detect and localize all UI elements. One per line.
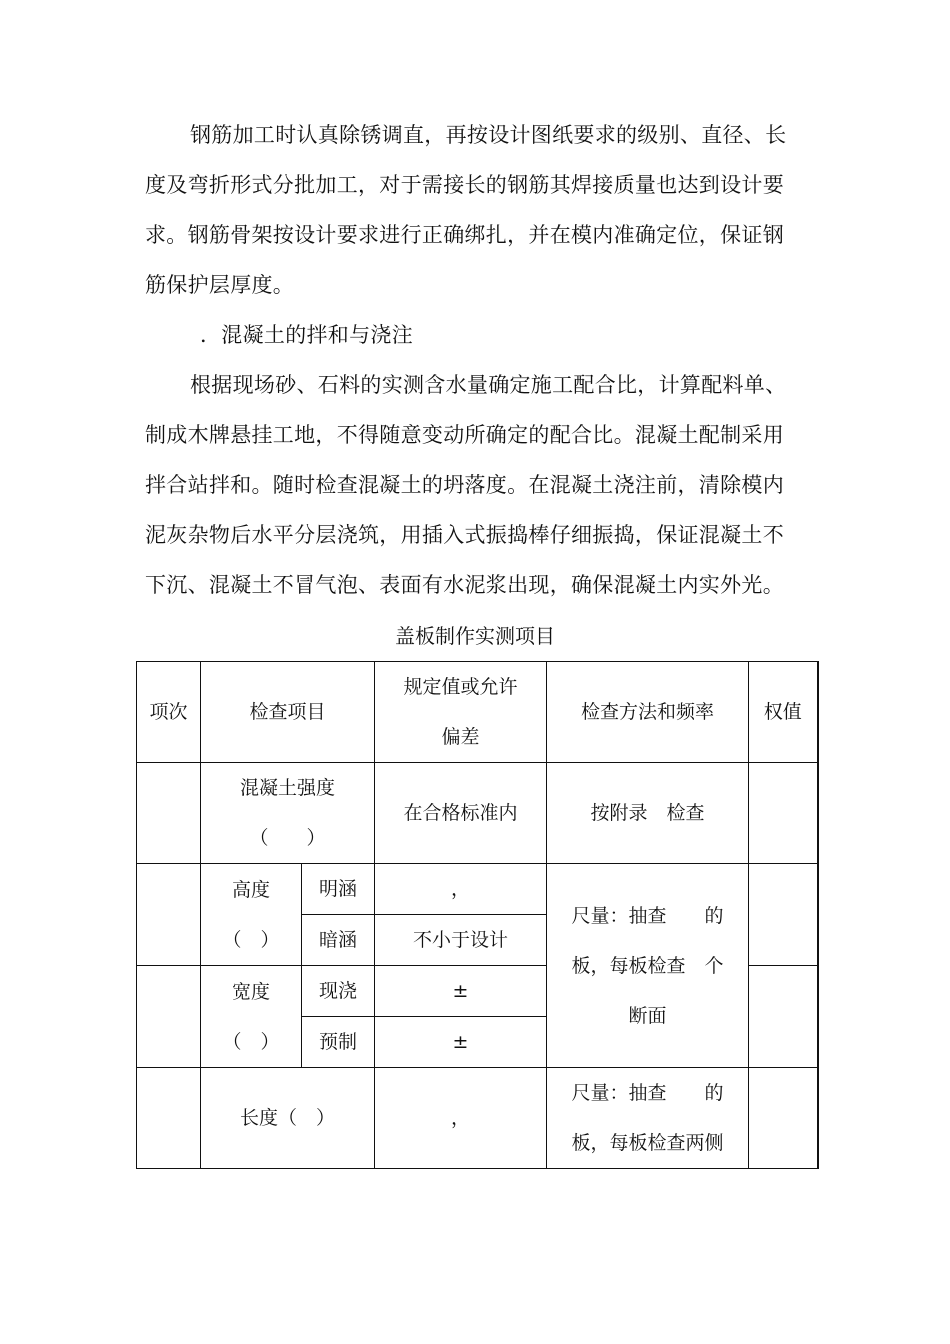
row1-spec: 在合格标准内: [375, 763, 547, 864]
table-row-concrete-strength: [137, 763, 818, 864]
row3-sub2: 预制: [302, 1017, 375, 1068]
row2-item-no: [137, 864, 201, 966]
row2-sub1-spec: ，: [375, 864, 547, 915]
row2-item-line2: （ ）: [222, 928, 280, 951]
row4-spec: ，: [375, 1068, 547, 1169]
row2-sub2-spec: 不小于设计: [375, 915, 547, 966]
row1-item-line2: （ ）: [249, 827, 326, 849]
merged-method-line3: 断面: [628, 1004, 667, 1027]
row3-weight: [749, 966, 818, 1068]
row3-item-line1: 宽度: [231, 980, 270, 1003]
row1-check-item: [201, 763, 375, 864]
section-heading: ．混凝土的拌和与浇注: [200, 323, 413, 347]
row1-weight: [749, 763, 818, 864]
table-caption: 盖板制作实测项目: [395, 624, 555, 648]
table-row-length: [137, 1068, 818, 1169]
paragraph2-line4: 泥灰杂物后水平分层浇筑，用插入式振捣棒仔细振捣，保证混凝土不: [145, 523, 784, 547]
merged-method: [547, 864, 749, 1068]
inspection-table: [136, 661, 819, 1169]
row4-method-line2: 板，每板检查两侧: [571, 1132, 724, 1154]
table-row-height-a: [137, 864, 818, 915]
header-spec-line2: 偏差: [441, 726, 480, 748]
header-weight: 权值: [749, 662, 818, 763]
row4-method-line1: 尺量：抽查 的: [571, 1082, 724, 1104]
paragraph2-line1: 根据现场砂、石料的实测含水量确定施工配合比，计算配料单、: [190, 373, 787, 397]
row4-method: [547, 1068, 749, 1169]
row2-weight: [749, 864, 818, 966]
row3-sub2-spec: ±: [375, 1017, 547, 1068]
row3-sub1-spec: ±: [375, 966, 547, 1017]
header-item-no: 项次: [137, 662, 201, 763]
paragraph1-line3: 求。钢筋骨架按设计要求进行正确绑扎，并在模内准确定位，保证钢: [145, 223, 784, 247]
row1-item-no: [137, 763, 201, 864]
merged-method-line2: 板，每板检查 个: [571, 954, 724, 977]
paragraph1-line1: 钢筋加工时认真除锈调直，再按设计图纸要求的级别、直径、长: [190, 123, 787, 147]
row4-item-no: [137, 1068, 201, 1169]
paragraph2-line2: 制成木牌悬挂工地，不得随意变动所确定的配合比。混凝土配制采用: [145, 423, 784, 447]
row4-weight: [749, 1068, 818, 1169]
paragraph1-line2: 度及弯折形式分批加工，对于需接长的钢筋其焊接质量也达到设计要: [145, 173, 784, 197]
table-header-row: [137, 662, 818, 763]
row2-item-line1: 高度: [231, 878, 270, 901]
row3-item-no: [137, 966, 201, 1068]
row4-check-item: 长度（ ）: [201, 1068, 375, 1169]
row1-item-line1: 混凝土强度: [239, 777, 335, 799]
row3-check-item: [201, 966, 302, 1068]
paragraph2-line3: 拌合站拌和。随时检查混凝土的坍落度。在混凝土浇注前，清除模内: [145, 473, 784, 497]
header-spec-line1: 规定值或允许: [403, 676, 518, 698]
row3-item-line2: （ ）: [222, 1030, 280, 1053]
header-method: 检查方法和频率: [547, 662, 749, 763]
header-spec: [375, 662, 547, 763]
row3-sub1: 现浇: [302, 966, 375, 1017]
row2-check-item: [201, 864, 302, 966]
row2-sub2: 暗涵: [302, 915, 375, 966]
paragraph2-line5: 下沉、混凝土不冒气泡、表面有水泥浆出现，确保混凝土内实外光。: [145, 573, 784, 597]
row1-method: 按附录 检查: [547, 763, 749, 864]
row2-sub1: 明涵: [302, 864, 375, 915]
header-check-item: 检查项目: [201, 662, 375, 763]
merged-method-line1: 尺量：抽查 的: [571, 904, 724, 927]
paragraph1-line4: 筋保护层厚度。: [145, 273, 295, 297]
